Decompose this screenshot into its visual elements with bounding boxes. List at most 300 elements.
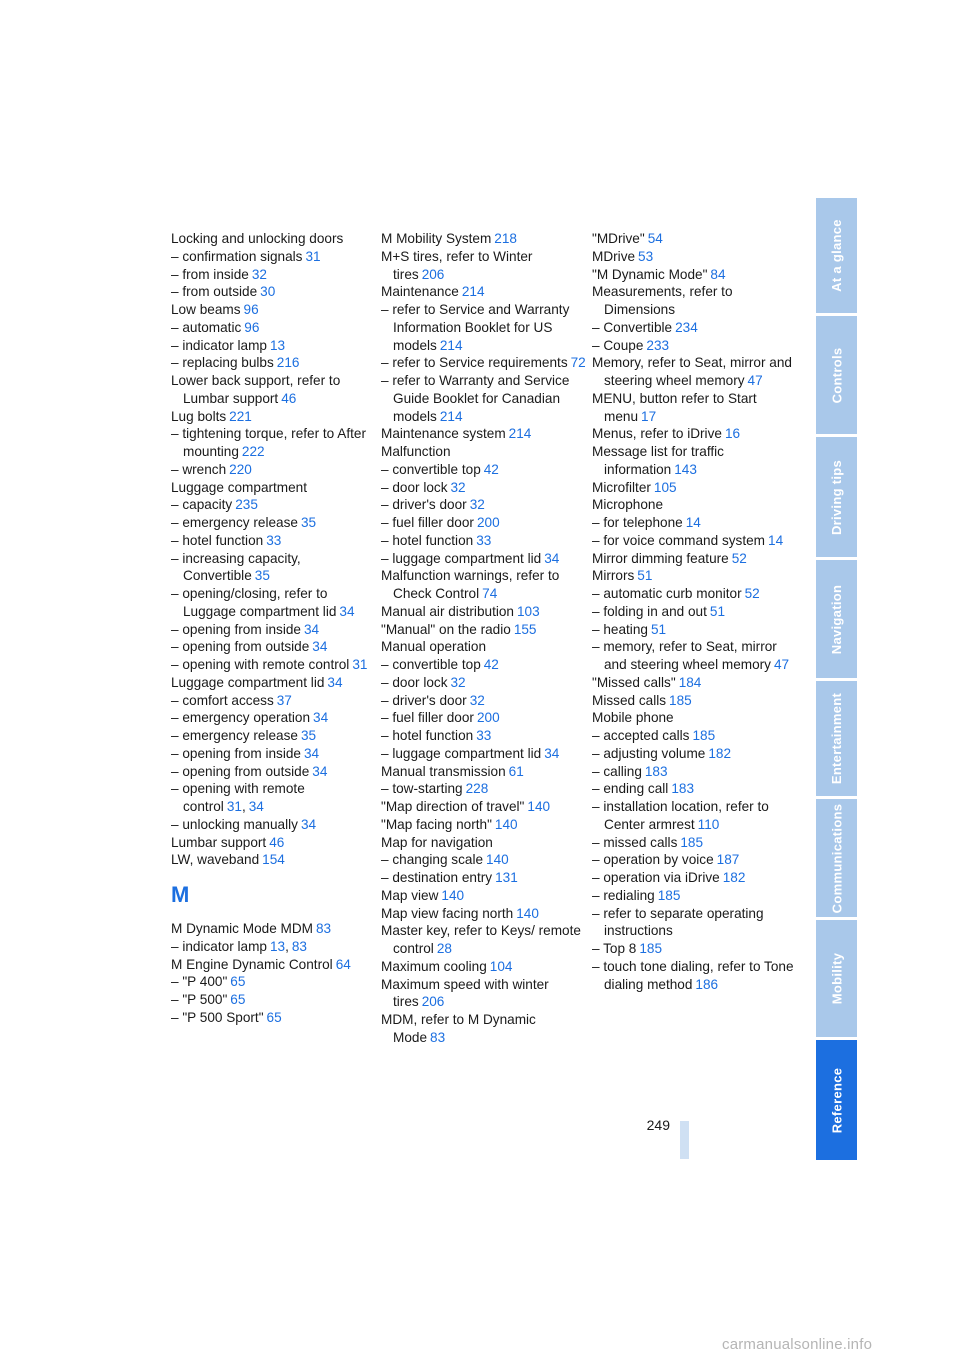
side-tab-mobility[interactable]	[816, 920, 857, 1037]
page-reference-link[interactable]: 83	[291, 938, 307, 954]
index-entry	[592, 514, 797, 532]
index-entry	[171, 956, 376, 974]
index-entry	[381, 443, 586, 461]
index-entry-text: – adjusting volume	[592, 745, 706, 761]
page-reference-link[interactable]: 34	[303, 745, 320, 761]
index-entry	[592, 709, 797, 727]
index-entry	[592, 638, 797, 674]
page-reference-link[interactable]: 200	[476, 515, 500, 530]
index-entry	[592, 443, 797, 479]
page-reference-link[interactable]: 235	[235, 497, 258, 513]
page-reference-link[interactable]: 14	[768, 532, 784, 548]
index-entry	[171, 621, 376, 639]
index-entry	[592, 692, 797, 710]
index-entry-text: – for telephone	[592, 515, 683, 530]
page-reference-link[interactable]: 34	[339, 603, 355, 619]
page-reference-link[interactable]: 140	[494, 816, 518, 832]
index-entry-text: Manual operation	[381, 639, 487, 655]
page-reference-link[interactable]: 32	[251, 266, 267, 282]
index-entry-text: – luggage compartment lid	[381, 745, 542, 761]
index-entry	[592, 869, 797, 887]
index-entry	[592, 319, 797, 337]
page-reference-link[interactable]: 37	[276, 692, 292, 708]
index-entry-text: – opening/closing, refer to Luggage compartment lid	[171, 586, 337, 619]
index-entry-text: Missed calls	[592, 692, 667, 708]
page-reference-link[interactable]: 13	[269, 938, 286, 954]
index-entry	[171, 692, 376, 710]
page-reference-link[interactable]: 185	[669, 692, 692, 708]
page-reference-link[interactable]: 34	[312, 639, 328, 655]
page-ref-separator: ,	[285, 938, 289, 954]
page-reference-link[interactable]: 54	[647, 231, 663, 246]
index-entry-text: – Convertible	[592, 319, 673, 335]
page-reference-link[interactable]: 96	[243, 302, 259, 317]
index-entry-text: – hotel function	[381, 532, 474, 548]
index-entry	[592, 958, 797, 994]
index-entry-text: – door lock	[381, 674, 448, 690]
page-reference-link[interactable]: 185	[692, 728, 716, 743]
side-tab-driving-tips[interactable]	[816, 437, 857, 557]
index-entry	[171, 834, 376, 852]
index-entry-text: Mirrors	[592, 568, 635, 584]
index-entry-text: – changing scale	[381, 852, 484, 868]
index-entry-text: – opening from outside	[171, 763, 310, 779]
index-entry-text: Memory, refer to Seat, mirror and steering wheel memory	[592, 355, 796, 388]
page-reference-link[interactable]: 52	[731, 550, 747, 566]
index-entry	[171, 479, 376, 497]
index-entry-text: MENU, button refer to Start menu	[592, 390, 761, 424]
index-entry	[381, 887, 586, 905]
index-entry-text: – increasing capacity, Convertible	[171, 550, 305, 584]
index-entry-text: – from inside	[171, 266, 249, 282]
index-entry-text: Master key, refer to Keys/ remote control	[381, 923, 585, 956]
index-entry	[171, 656, 376, 674]
index-entry-text: Maximum speed with winter tires	[381, 976, 553, 1010]
index-entry-text: M+S tires, refer to Winter tires	[381, 248, 537, 282]
index-entry-text: – destination entry	[381, 870, 493, 885]
index-entry-text: – ending call	[592, 781, 669, 797]
page-reference-link[interactable]: 31	[226, 799, 242, 814]
index-entry	[592, 532, 797, 550]
index-entry-text: LW, waveband	[171, 852, 260, 868]
page-reference-link[interactable]: 206	[421, 994, 445, 1010]
page-reference-link[interactable]: 28	[436, 941, 452, 956]
index-entry-text: Maintenance system	[381, 426, 506, 442]
index-entry	[381, 869, 586, 887]
index-entry-text: – indicator lamp	[171, 938, 267, 954]
page-reference-link[interactable]: 34	[313, 710, 329, 726]
index-entry-text: – hotel function	[381, 728, 474, 743]
index-entry	[592, 550, 797, 568]
index-entry-text: – memory, refer to Seat, mirror and steering wheel memory	[592, 639, 781, 672]
page-reference-link[interactable]: 52	[744, 586, 760, 601]
index-entry	[381, 603, 586, 621]
index-entry-text: – Coupe	[592, 337, 644, 353]
index-entry-text: M Engine Dynamic Control	[171, 956, 333, 972]
index-entry-text: "MDrive"	[592, 231, 645, 246]
page-reference-link[interactable]: 33	[476, 532, 492, 548]
index-entry	[381, 709, 586, 727]
index-entry-text: – refer to Service and Warranty Information Booklet for US models	[381, 302, 574, 353]
index-entry-text: Manual air distribution	[381, 603, 514, 619]
index-entry-text: – heating	[592, 621, 648, 637]
page-reference-link[interactable]: 220	[229, 461, 252, 477]
page-reference-link[interactable]: 31	[352, 657, 368, 672]
page-reference-link[interactable]: 140	[516, 905, 539, 921]
index-entry	[171, 230, 376, 248]
page-reference-link[interactable]: 31	[305, 248, 321, 264]
page-reference-link[interactable]: 216	[276, 355, 300, 371]
index-entry	[592, 283, 797, 319]
index-column-1	[171, 230, 376, 1027]
side-tab-navigation[interactable]	[816, 560, 857, 678]
index-entry-text: Microfilter	[592, 479, 651, 495]
index-entry-text: – driver's door	[381, 692, 467, 708]
index-entry	[171, 248, 376, 266]
index-entry-text: Menus, refer to iDrive	[592, 426, 722, 442]
index-entry-text: "Map direction of travel"	[381, 799, 525, 814]
page-reference-link[interactable]: 233	[646, 337, 670, 353]
index-entry	[381, 851, 586, 869]
index-entry	[171, 461, 376, 479]
index-entry	[592, 496, 797, 514]
page-reference-link[interactable]: 228	[465, 781, 489, 797]
index-entry	[171, 532, 376, 550]
index-entry	[171, 301, 376, 319]
index-entry-text: Locking and unlocking doors	[171, 231, 344, 246]
index-entry-text: – installation location, refer to Center armrest	[592, 799, 773, 832]
index-entry-text: – refer to separate operating instructions	[592, 905, 768, 939]
index-entry	[171, 408, 376, 426]
index-entry-text: – tow-starting	[381, 781, 463, 797]
page-reference-link[interactable]: 185	[680, 834, 704, 850]
index-entry	[381, 922, 586, 958]
page-reference-link[interactable]: 182	[722, 870, 746, 885]
index-entry	[171, 585, 376, 621]
page-reference-link[interactable]: 183	[671, 781, 695, 797]
page-reference-link[interactable]: 187	[716, 852, 740, 868]
page-reference-link[interactable]: 96	[244, 319, 260, 335]
page-reference-link[interactable]: 72	[570, 355, 586, 371]
page-reference-link[interactable]: 206	[421, 266, 445, 282]
page-reference-link[interactable]: 110	[697, 816, 720, 832]
index-entry-text: – opening from inside	[171, 745, 301, 761]
index-entry-text: Measurements, refer to Dimensions	[592, 284, 737, 317]
page-reference-link[interactable]: 30	[260, 284, 276, 300]
index-entry-text: – operation by voice	[592, 852, 714, 868]
page-ref-separator: ,	[241, 799, 246, 814]
index-entry-text: Mobile phone	[592, 710, 674, 726]
index-entry	[171, 319, 376, 337]
index-entry-text: – emergency release	[171, 728, 298, 743]
index-entry	[171, 973, 376, 991]
page-reference-link[interactable]: 35	[300, 728, 317, 743]
index-entry-text: – "P 500 Sport"	[171, 1009, 264, 1025]
index-entry-text: – emergency operation	[171, 710, 311, 726]
index-entry	[381, 834, 586, 852]
index-entry-text: – refer to Warranty and Service Guide Booklet for Canadian models	[381, 373, 574, 424]
index-entry	[592, 851, 797, 869]
page-reference-link[interactable]: 214	[461, 284, 485, 300]
index-entry-text: Mirror dimming feature	[592, 550, 729, 566]
index-entry	[381, 230, 586, 248]
index-entry-text: – opening with remote control	[171, 781, 309, 814]
page-reference-link[interactable]: 34	[303, 621, 320, 637]
index-entry	[381, 567, 586, 603]
index-entry	[592, 621, 797, 639]
index-entry	[381, 638, 586, 656]
index-entry-text: "M Dynamic Mode"	[592, 266, 708, 282]
page-reference-link[interactable]: 32	[450, 479, 466, 495]
index-entry	[171, 283, 376, 301]
page-reference-link[interactable]: 214	[439, 408, 463, 424]
index-entry-text: MDM, refer to M Dynamic Mode	[381, 1012, 540, 1045]
index-entry	[171, 514, 376, 532]
page-reference-link[interactable]: 131	[495, 870, 518, 885]
side-tab-label: Navigation	[829, 584, 844, 654]
page-reference-link[interactable]: 140	[527, 799, 551, 814]
page-reference-link[interactable]: 13	[269, 337, 286, 353]
page-reference-link[interactable]: 140	[486, 852, 509, 868]
index-entry	[381, 479, 586, 497]
page-reference-link[interactable]: 222	[241, 444, 265, 459]
page-reference-link[interactable]: 84	[710, 266, 726, 282]
index-entry	[381, 496, 586, 514]
index-entry-text: Message list for traffic information	[592, 444, 728, 477]
page-reference-link[interactable]: 103	[516, 603, 540, 619]
index-entry-text: – emergency release	[171, 515, 298, 530]
page-reference-link[interactable]: 65	[266, 1009, 282, 1025]
page-reference-link[interactable]: 34	[300, 816, 317, 832]
index-entry	[381, 780, 586, 798]
page-reference-link[interactable]: 51	[637, 568, 653, 584]
index-entry-text: – opening from inside	[171, 621, 301, 637]
page-reference-link[interactable]: 143	[674, 461, 697, 477]
index-entry-text: – unlocking manually	[171, 816, 298, 832]
side-tab-at-a-glance[interactable]	[816, 198, 857, 313]
index-entry	[171, 1009, 376, 1027]
page-reference-link[interactable]: 35	[300, 515, 317, 530]
index-entry	[171, 337, 376, 355]
index-entry	[381, 727, 586, 745]
side-tab-communications[interactable]	[816, 799, 857, 917]
side-tab-label: Driving tips	[829, 459, 845, 535]
index-entry	[171, 920, 376, 938]
index-entry	[171, 816, 376, 834]
index-entry-text: Map view facing north	[381, 905, 514, 921]
index-entry-text: – replacing bulbs	[171, 355, 274, 371]
page-reference-link[interactable]: 16	[724, 426, 741, 442]
index-letter-heading: M	[171, 882, 190, 907]
index-entry-text: – missed calls	[592, 834, 678, 850]
page-reference-link[interactable]: 35	[254, 568, 270, 584]
index-entry-text: – touch tone dialing, refer to Tone dialing method	[592, 958, 798, 992]
index-entry	[381, 745, 586, 763]
index-entry	[592, 390, 797, 426]
index-entry-text: – fuel filler door	[381, 515, 474, 530]
page-reference-link[interactable]: 34	[327, 674, 343, 690]
page-reference-link[interactable]: 155	[513, 621, 537, 637]
page-reference-link[interactable]: 105	[653, 479, 677, 495]
index-entry	[171, 496, 376, 514]
index-entry-text: Malfunction	[381, 444, 451, 459]
index-entry	[381, 301, 586, 354]
page-reference-link[interactable]: 33	[476, 728, 492, 743]
index-entry	[171, 709, 376, 727]
index-entry	[381, 550, 586, 568]
page-reference-link[interactable]: 46	[269, 834, 285, 850]
index-entry	[381, 425, 586, 443]
index-entry	[171, 745, 376, 763]
index-entry	[381, 763, 586, 781]
index-entry-text: Lug bolts	[171, 408, 227, 424]
index-entry	[381, 674, 586, 692]
page-reference-link[interactable]: 42	[483, 461, 499, 477]
index-entry	[171, 372, 376, 408]
page-reference-link[interactable]: 34	[544, 745, 560, 761]
index-entry	[381, 354, 586, 372]
index-entry-text: – capacity	[171, 497, 233, 513]
index-entry-text: – accepted calls	[592, 728, 690, 743]
index-entry-text: – opening with remote control	[171, 657, 350, 672]
side-tab-reference[interactable]	[816, 1040, 857, 1160]
index-entry-text: Map for navigation	[381, 834, 493, 850]
index-entry-text: Microphone	[592, 497, 664, 513]
index-entry	[171, 851, 376, 869]
index-entry-text: – calling	[592, 763, 642, 779]
page-reference-link[interactable]: 200	[476, 710, 500, 726]
index-entry-text: MDrive	[592, 248, 636, 264]
page-reference-link[interactable]: 32	[450, 674, 466, 690]
index-entry	[592, 745, 797, 763]
index-entry	[592, 940, 797, 958]
page-reference-link[interactable]: 74	[482, 586, 498, 601]
page-reference-link[interactable]: 51	[650, 621, 667, 637]
index-entry	[592, 887, 797, 905]
page-reference-link[interactable]: 214	[439, 337, 463, 353]
index-entry-text: – comfort access	[171, 692, 274, 708]
page-reference-link[interactable]: 34	[544, 550, 560, 566]
page-reference-link[interactable]: 234	[675, 319, 698, 335]
index-entry	[381, 1011, 586, 1047]
page-reference-link[interactable]: 46	[281, 390, 297, 406]
index-entry	[381, 976, 586, 1012]
index-entry	[592, 266, 797, 284]
index-entry	[171, 425, 376, 461]
page-reference-link[interactable]: 17	[641, 408, 657, 424]
page-reference-link[interactable]: 214	[508, 426, 532, 442]
index-entry	[381, 514, 586, 532]
index-entry	[592, 603, 797, 621]
page-reference-link[interactable]: 185	[657, 887, 681, 903]
index-entry-text: – "P 400"	[171, 974, 228, 990]
index-entry-text: – door lock	[381, 479, 448, 495]
index-entry-text: "Manual" on the radio	[381, 621, 511, 637]
page-reference-link[interactable]: 61	[508, 763, 524, 779]
page-reference-link[interactable]: 185	[639, 941, 663, 956]
page-number-bar	[680, 1121, 689, 1159]
index-entry-text: – fuel filler door	[381, 710, 474, 726]
page-reference-link[interactable]: 104	[489, 958, 513, 974]
index-entry	[381, 905, 586, 923]
side-navigation	[816, 198, 857, 1163]
index-entry	[592, 337, 797, 355]
index-entry	[171, 550, 376, 586]
page-reference-link[interactable]: 64	[335, 956, 351, 972]
page-reference-link[interactable]: 186	[695, 976, 719, 992]
page-reference-link[interactable]: 154	[262, 852, 285, 868]
index-entry	[171, 638, 376, 656]
index-entry-text: Low beams	[171, 302, 241, 317]
index-entry	[171, 780, 376, 816]
index-entry-text: Lower back support, refer to Lumbar support	[171, 373, 345, 406]
page-reference-link[interactable]: 32	[469, 497, 485, 513]
page-reference-link[interactable]: 83	[316, 921, 332, 936]
index-entry	[171, 727, 376, 745]
page-reference-link[interactable]: 32	[469, 692, 485, 708]
index-entry	[381, 461, 586, 479]
page-reference-link[interactable]: 42	[483, 657, 499, 672]
index-entry-text: Lumbar support	[171, 834, 267, 850]
index-entry-text: Malfunction warnings, refer to Check Control	[381, 568, 564, 601]
page-reference-link[interactable]: 47	[747, 373, 763, 388]
page-reference-link[interactable]: 184	[678, 674, 702, 690]
index-entry-text: – for voice command system	[592, 532, 766, 548]
index-entry	[381, 816, 586, 834]
page-reference-link[interactable]: 51	[709, 603, 726, 619]
index-entry	[381, 798, 586, 816]
index-entry	[381, 248, 586, 284]
page-reference-link[interactable]: 140	[441, 887, 465, 903]
page-reference-link[interactable]: 34	[248, 799, 264, 814]
page-reference-link[interactable]: 33	[266, 532, 282, 548]
index-entry-text: – confirmation signals	[171, 248, 303, 264]
index-entry	[381, 656, 586, 674]
index-entry-text: – redialing	[592, 887, 655, 903]
side-tab-controls[interactable]	[816, 316, 857, 434]
side-tab-entertainment[interactable]	[816, 681, 857, 796]
page-reference-link[interactable]: 65	[230, 992, 246, 1007]
page-reference-link[interactable]: 221	[229, 408, 252, 424]
side-tab-label: Communications	[829, 803, 844, 913]
page-reference-link[interactable]: 183	[644, 763, 668, 779]
index-entry-text: "Missed calls"	[592, 674, 676, 690]
page-reference-link[interactable]: 182	[708, 745, 732, 761]
page-reference-link[interactable]: 34	[312, 763, 328, 779]
page-reference-link[interactable]: 83	[430, 1029, 446, 1045]
index-entry	[171, 938, 376, 956]
page-number: 249	[646, 1117, 670, 1133]
index-entry-text: – indicator lamp	[171, 337, 267, 353]
side-tab-label: At a glance	[829, 219, 844, 292]
index-entry-text: – opening from outside	[171, 639, 310, 655]
page-reference-link[interactable]: 65	[230, 974, 246, 990]
index-entry	[381, 958, 586, 976]
page-reference-link[interactable]: 47	[773, 657, 790, 672]
side-tab-label: Reference	[829, 1067, 845, 1133]
index-entry	[381, 372, 586, 425]
page-reference-link[interactable]: 218	[494, 231, 517, 246]
index-entry	[592, 834, 797, 852]
page-reference-link[interactable]: 14	[685, 515, 701, 530]
index-entry	[381, 621, 586, 639]
index-entry	[592, 230, 797, 248]
index-column-2	[381, 230, 586, 1047]
index-entry-text: – folding in and out	[592, 603, 707, 619]
index-entry	[592, 780, 797, 798]
index-entry	[592, 798, 797, 834]
page-reference-link[interactable]: 53	[638, 248, 654, 264]
